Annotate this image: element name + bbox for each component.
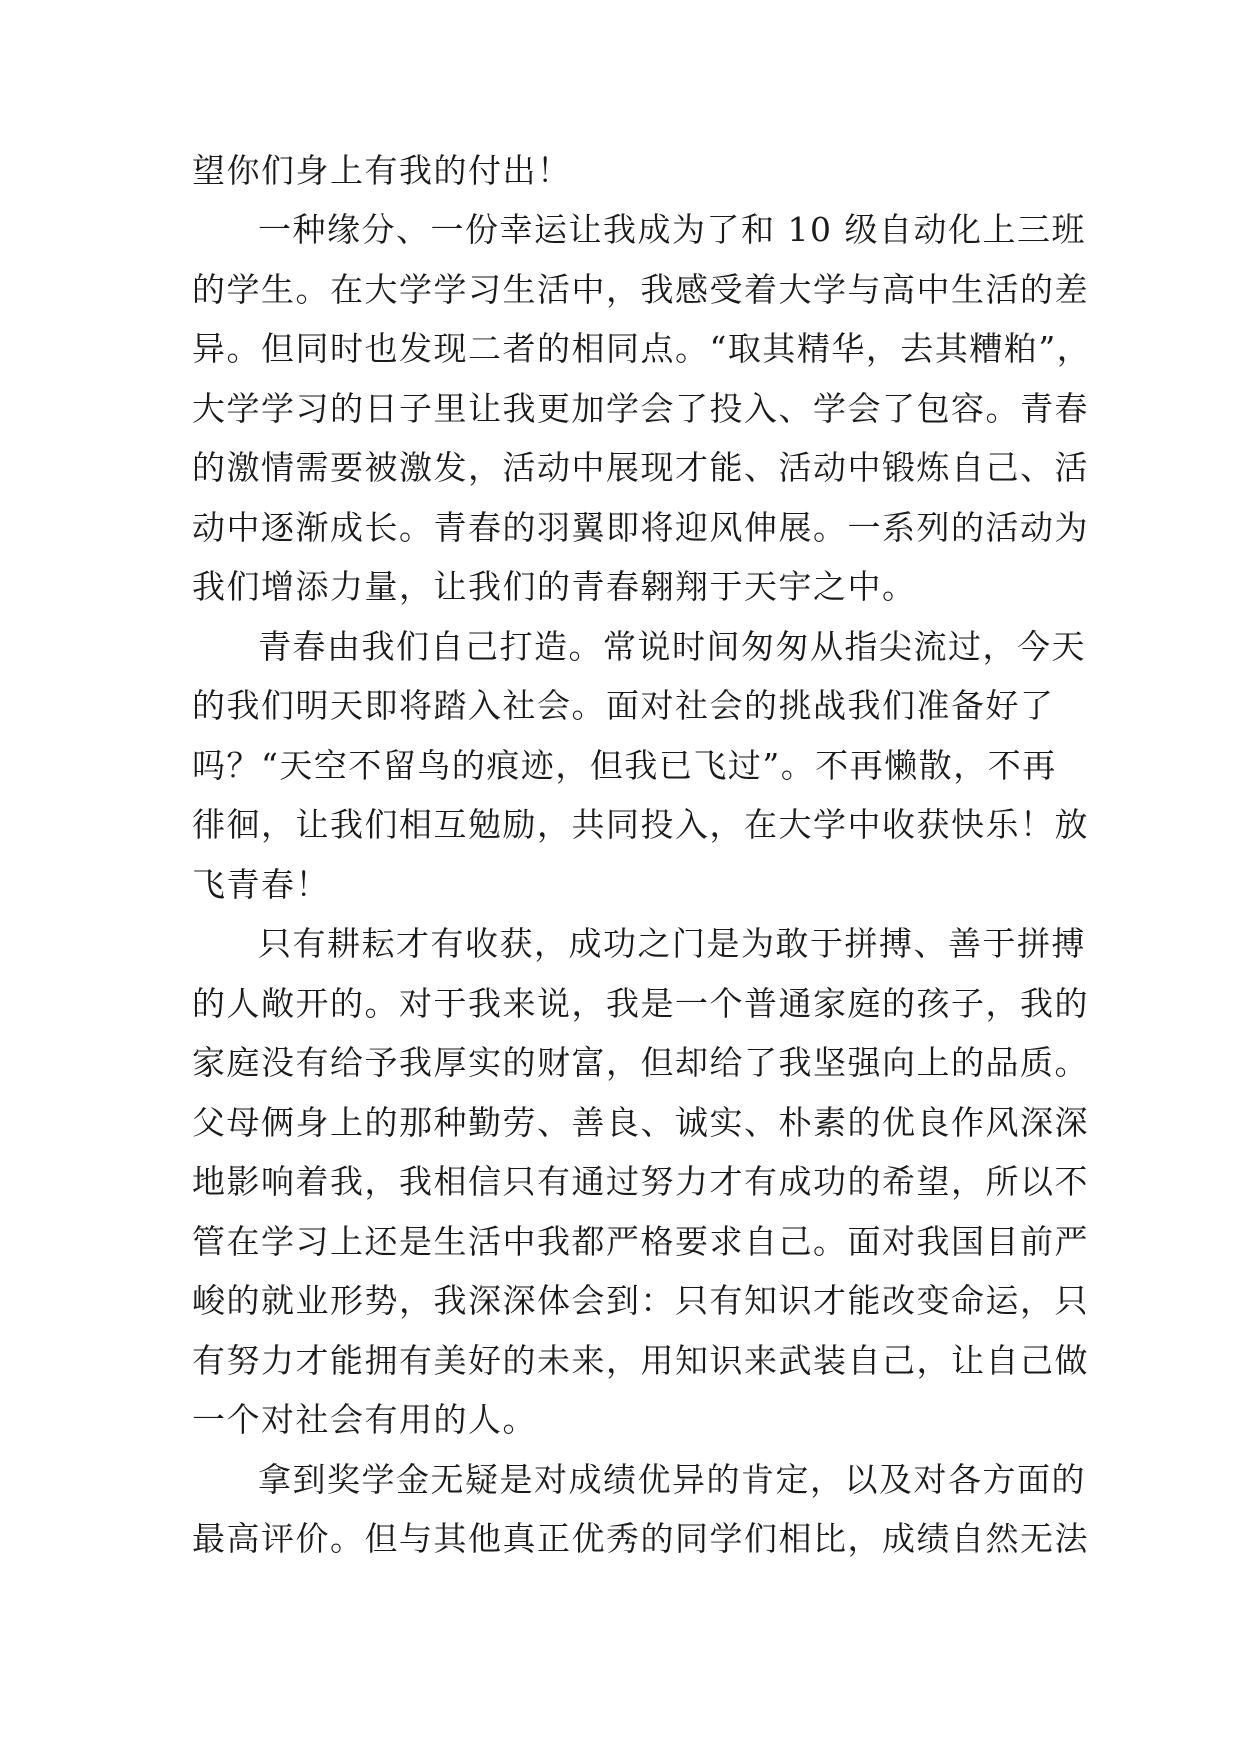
text-line: 飞青春！ (192, 865, 330, 904)
text-line: 的人敞开的。对于我来说，我是一个普通家庭的孩子，我的 (192, 984, 1089, 1023)
paragraph-first-line: 一种缘分、一份幸运让我成为了和 10 级自动化上三班 (258, 210, 1086, 249)
text-line: 有努力才能拥有美好的未来，用知识来武装自己，让自己做 (192, 1341, 1089, 1380)
text-line: 家庭没有给予我厚实的财富，但却给了我坚强向上的品质。 (192, 1043, 1089, 1082)
paragraph-first-line: 只有耕耘才有收获，成功之门是为敢于拼搏、善于拼搏 (258, 924, 1086, 963)
text-line: 动中逐渐成长。青春的羽翼即将迎风伸展。一系列的活动为 (192, 508, 1089, 547)
text-line: 的我们明天即将踏入社会。面对社会的挑战我们准备好了 (192, 686, 1055, 725)
text-line: 的激情需要被激发，活动中展现才能、活动中锻炼自己、活 (192, 448, 1089, 487)
text-line: 地影响着我，我相信只有通过努力才有成功的希望，所以不 (192, 1162, 1089, 1201)
text-line: 最高评价。但与其他真正优秀的同学们相比，成绩自然无法 (192, 1519, 1089, 1558)
text-line: 管在学习上还是生活中我都严格要求自己。面对我国目前严 (192, 1222, 1089, 1261)
paragraph-first-line: 青春由我们自己打造。常说时间匆匆从指尖流过，今天 (258, 627, 1086, 666)
text-line: 异。但同时也发现二者的相同点。“取其精华，去其糟粕”， (192, 329, 1092, 368)
text-line: 我们增添力量，让我们的青春翱翔于天宇之中。 (192, 567, 917, 606)
text-line: 一个对社会有用的人。 (192, 1400, 537, 1439)
text-line: 父母俩身上的那种勤劳、善良、诚实、朴素的优良作风深深 (192, 1103, 1089, 1142)
text-line: 峻的就业形势，我深深体会到：只有知识才能改变命运，只 (192, 1281, 1089, 1320)
text-line: 的学生。在大学学习生活中，我感受着大学与高中生活的差 (192, 270, 1089, 309)
text-line: 望你们身上有我的付出！ (192, 151, 572, 190)
text-line: 大学学习的日子里让我更加学会了投入、学会了包容。青春 (192, 389, 1089, 428)
text-line: 吗？“天空不留鸟的痕迹，但我已飞过”。不再懒散，不再 (192, 746, 1057, 785)
paragraph-first-line: 拿到奖学金无疑是对成绩优异的肯定，以及对各方面的 (258, 1460, 1086, 1499)
text-line: 徘徊，让我们相互勉励，共同投入，在大学中收获快乐！放 (192, 805, 1089, 844)
